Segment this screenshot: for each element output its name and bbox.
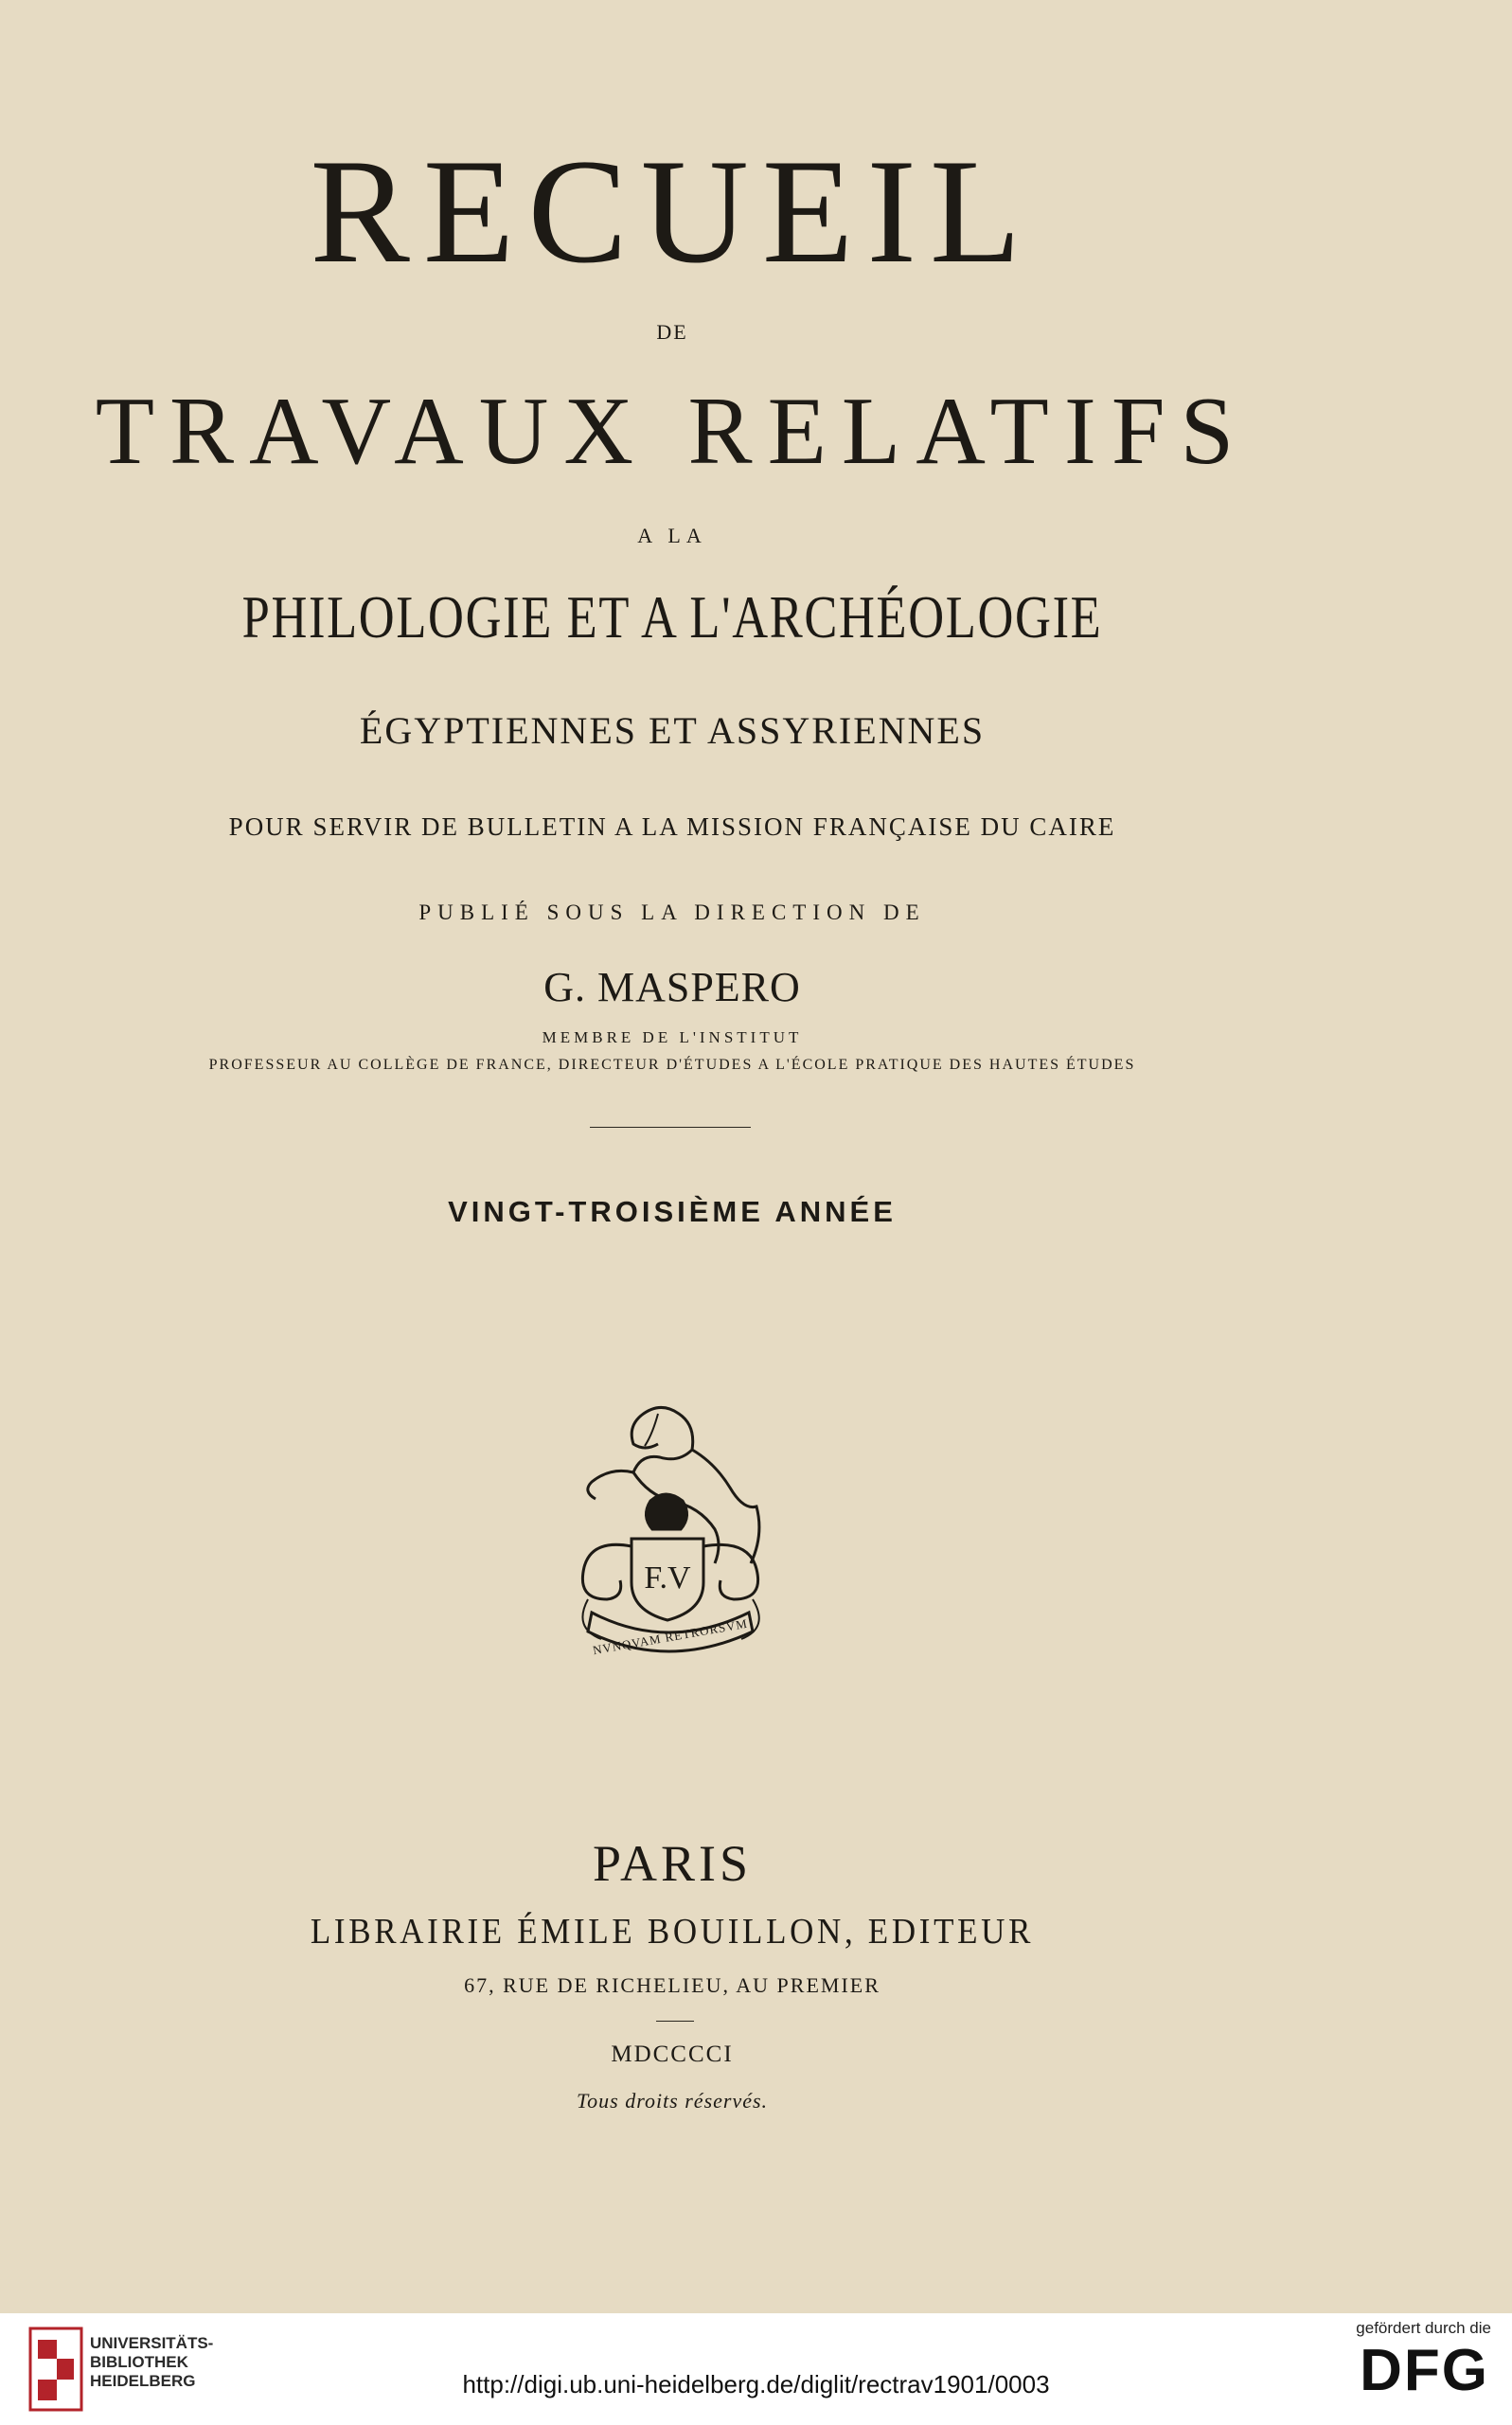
library-name-line1: UNIVERSITÄTS- — [90, 2334, 214, 2352]
divider-rule — [590, 1127, 751, 1128]
digitization-footer — [0, 2313, 1512, 2425]
dfg-logo: DFG — [1360, 2338, 1489, 2403]
library-name-line3: HEIDELBERG — [90, 2372, 196, 2390]
title-philologie: PHILOLOGIE ET A L'ARCHÉOLOGIE — [241, 583, 1103, 651]
title-a-la: A LA — [637, 524, 707, 547]
publie-sous: PUBLIÉ SOUS LA DIRECTION DE — [418, 900, 926, 924]
imprint-city: PARIS — [592, 1835, 753, 1892]
title-de: DE — [656, 320, 688, 344]
permalink-url[interactable]: http://digi.ub.uni-heidelberg.de/diglit/rectrav1901/0003 — [462, 2370, 1050, 2398]
imprint-address: 67, RUE DE RICHELIEU, AU PREMIER — [464, 1973, 881, 1997]
title-travaux-relatifs: TRAVAUX RELATIFS — [95, 378, 1250, 485]
emblem-motto: NVNQVAM RETRORSVM — [591, 1615, 749, 1657]
publisher-emblem — [554, 1397, 791, 1657]
volume-annee: VINGT-TROISIÈME ANNÉE — [448, 1195, 897, 1228]
imprint-rule — [656, 2021, 694, 2022]
subtitle-bulletin: POUR SERVIR DE BULLETIN A LA MISSION FRANÇAISE DU CAIRE — [228, 812, 1116, 841]
funding-note: gefördert durch die — [1356, 2319, 1491, 2337]
imprint-year: MDCCCCI — [611, 2042, 734, 2067]
imprint-publisher: LIBRAIRIE ÉMILE BOUILLON, EDITEUR — [310, 1912, 1035, 1952]
emblem-initials: F.V — [644, 1560, 691, 1596]
library-name-line2: BIBLIOTHEK — [90, 2353, 188, 2371]
editor-membre: MEMBRE DE L'INSTITUT — [542, 1028, 803, 1046]
editor-name: G. MASPERO — [543, 964, 801, 1010]
title-egyptiennes: ÉGYPTIENNES ET ASSYRIENNES — [359, 709, 986, 752]
editor-professeur: PROFESSEUR AU COLLÈGE DE FRANCE, DIRECTEUR D'ÉTUDES A L'ÉCOLE PRATIQUE DES HAUTES ÉTUDES — [208, 1057, 1136, 1073]
rights-notice: Tous droits réservés. — [576, 2089, 769, 2113]
title-recueil: RECUEIL — [310, 129, 1035, 294]
